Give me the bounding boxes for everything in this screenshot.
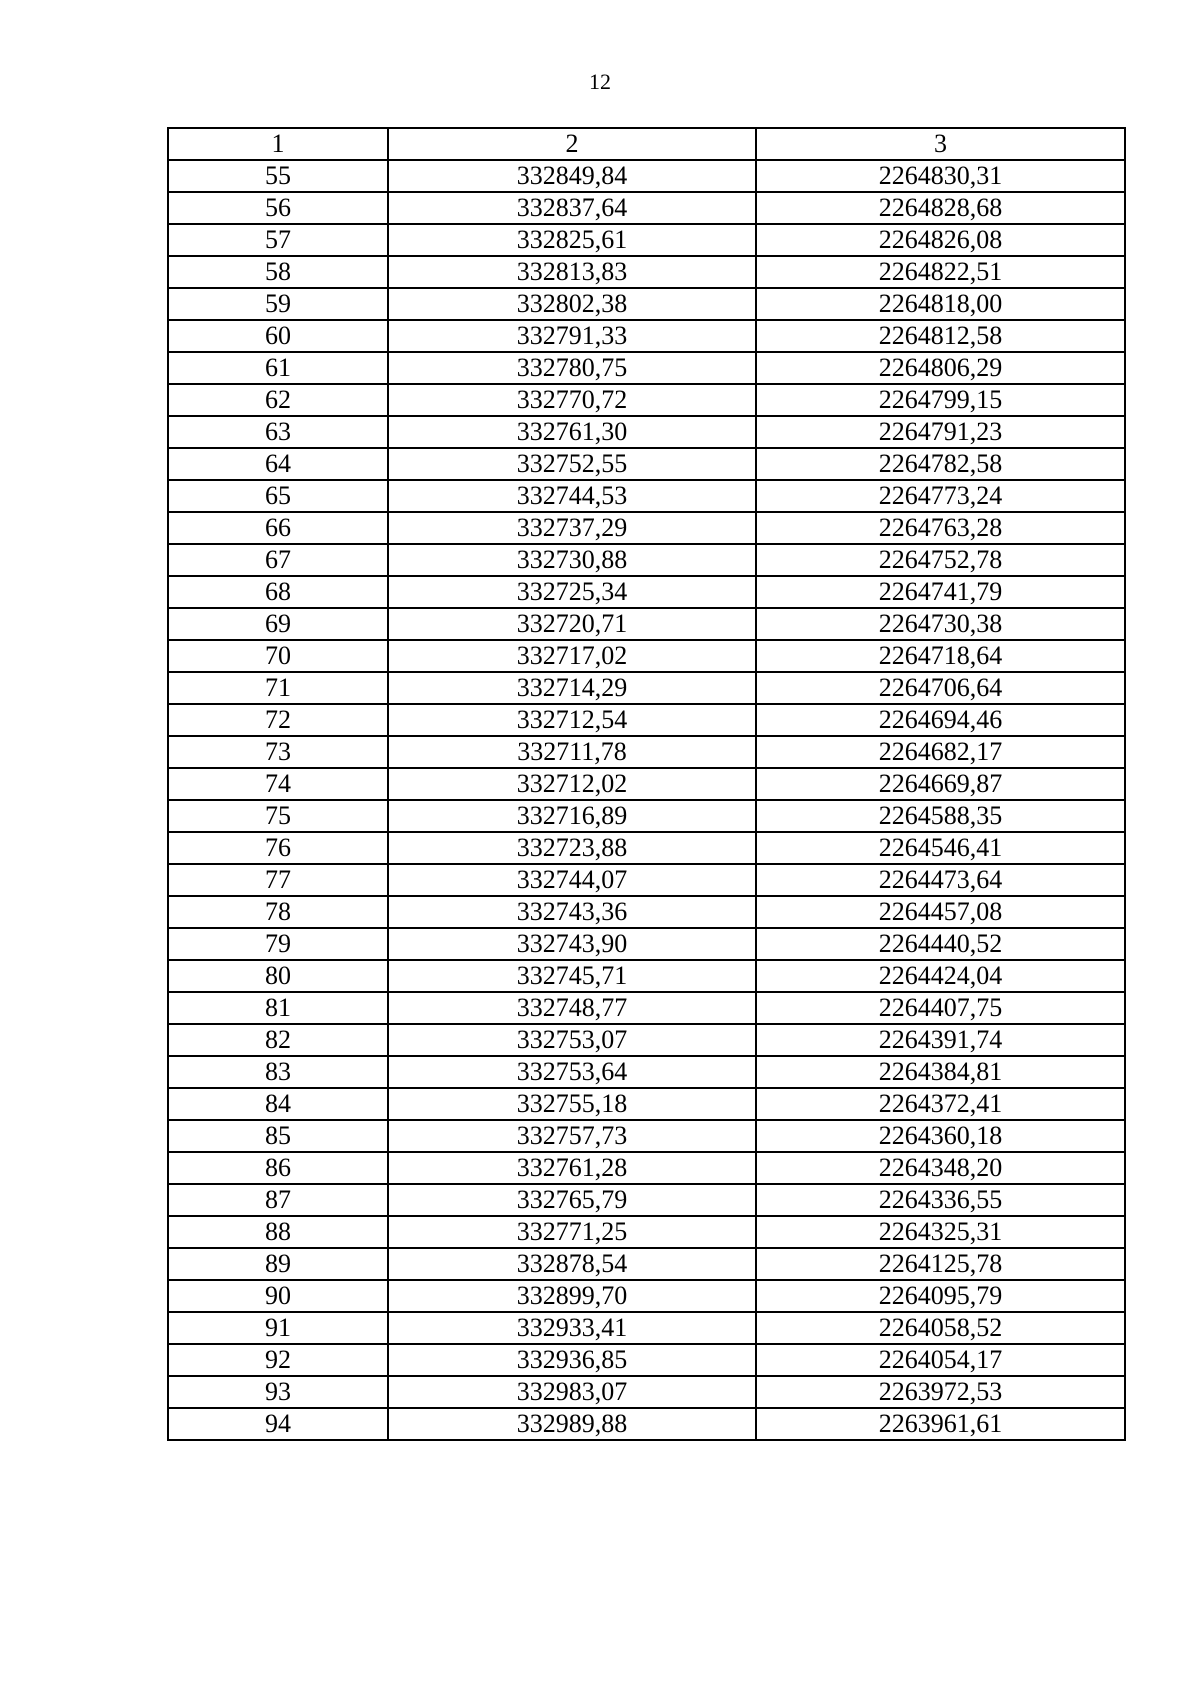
x-coordinate-cell: 332837,64 — [388, 192, 756, 224]
y-coordinate-cell: 2264058,52 — [756, 1312, 1125, 1344]
x-coordinate-cell: 332878,54 — [388, 1248, 756, 1280]
y-coordinate-cell: 2264822,51 — [756, 256, 1125, 288]
table-row — [168, 800, 1125, 832]
point-number-cell: 77 — [168, 864, 388, 896]
table-row — [168, 960, 1125, 992]
point-number-cell: 61 — [168, 352, 388, 384]
y-coordinate-cell: 2264830,31 — [756, 160, 1125, 192]
point-number-cell: 67 — [168, 544, 388, 576]
page-number: 12 — [589, 69, 611, 94]
point-number-cell: 91 — [168, 1312, 388, 1344]
column-header-2: 2 — [388, 128, 756, 160]
table-row — [168, 480, 1125, 512]
y-coordinate-cell: 2264360,18 — [756, 1120, 1125, 1152]
point-number-cell: 70 — [168, 640, 388, 672]
x-coordinate-cell: 332933,41 — [388, 1312, 756, 1344]
table-row — [168, 1376, 1125, 1408]
point-number-cell: 85 — [168, 1120, 388, 1152]
y-coordinate-cell: 2264457,08 — [756, 896, 1125, 928]
x-coordinate-cell: 332748,77 — [388, 992, 756, 1024]
x-coordinate-cell: 332753,64 — [388, 1056, 756, 1088]
y-coordinate-cell: 2264125,78 — [756, 1248, 1125, 1280]
x-coordinate-cell: 332744,53 — [388, 480, 756, 512]
x-coordinate-cell: 332802,38 — [388, 288, 756, 320]
x-coordinate-cell: 332899,70 — [388, 1280, 756, 1312]
table-row — [168, 352, 1125, 384]
table-row — [168, 1344, 1125, 1376]
table-row — [168, 256, 1125, 288]
point-number-cell: 79 — [168, 928, 388, 960]
y-coordinate-cell: 2264718,64 — [756, 640, 1125, 672]
x-coordinate-cell: 332757,73 — [388, 1120, 756, 1152]
column-header-3: 3 — [756, 128, 1125, 160]
point-number-cell: 55 — [168, 160, 388, 192]
x-coordinate-cell: 332743,90 — [388, 928, 756, 960]
y-coordinate-cell: 2264440,52 — [756, 928, 1125, 960]
table-header-row — [168, 128, 1125, 160]
point-number-cell: 93 — [168, 1376, 388, 1408]
y-coordinate-cell: 2264473,64 — [756, 864, 1125, 896]
y-coordinate-cell: 2264791,23 — [756, 416, 1125, 448]
coordinates-table — [167, 127, 1126, 1441]
table-row — [168, 672, 1125, 704]
point-number-cell: 80 — [168, 960, 388, 992]
table-row — [168, 384, 1125, 416]
point-number-cell: 86 — [168, 1152, 388, 1184]
y-coordinate-cell: 2264730,38 — [756, 608, 1125, 640]
point-number-cell: 66 — [168, 512, 388, 544]
table-row — [168, 416, 1125, 448]
x-coordinate-cell: 332714,29 — [388, 672, 756, 704]
point-number-cell: 94 — [168, 1408, 388, 1440]
table-row — [168, 1408, 1125, 1440]
x-coordinate-cell: 332737,29 — [388, 512, 756, 544]
x-coordinate-cell: 332825,61 — [388, 224, 756, 256]
table-row — [168, 832, 1125, 864]
table-row — [168, 1280, 1125, 1312]
point-number-cell: 83 — [168, 1056, 388, 1088]
point-number-cell: 71 — [168, 672, 388, 704]
y-coordinate-cell: 2264806,29 — [756, 352, 1125, 384]
y-coordinate-cell: 2264706,64 — [756, 672, 1125, 704]
y-coordinate-cell: 2264682,17 — [756, 736, 1125, 768]
y-coordinate-cell: 2264741,79 — [756, 576, 1125, 608]
table-row — [168, 224, 1125, 256]
point-number-cell: 60 — [168, 320, 388, 352]
table-row — [168, 1088, 1125, 1120]
point-number-cell: 72 — [168, 704, 388, 736]
x-coordinate-cell: 332723,88 — [388, 832, 756, 864]
x-coordinate-cell: 332725,34 — [388, 576, 756, 608]
x-coordinate-cell: 332849,84 — [388, 160, 756, 192]
x-coordinate-cell: 332712,54 — [388, 704, 756, 736]
point-number-cell: 81 — [168, 992, 388, 1024]
table-row — [168, 512, 1125, 544]
table-row — [168, 928, 1125, 960]
x-coordinate-cell: 332780,75 — [388, 352, 756, 384]
point-number-cell: 92 — [168, 1344, 388, 1376]
y-coordinate-cell: 2264694,46 — [756, 704, 1125, 736]
y-coordinate-cell: 2264336,55 — [756, 1184, 1125, 1216]
y-coordinate-cell: 2264095,79 — [756, 1280, 1125, 1312]
y-coordinate-cell: 2264812,58 — [756, 320, 1125, 352]
table-row — [168, 992, 1125, 1024]
x-coordinate-cell: 332765,79 — [388, 1184, 756, 1216]
x-coordinate-cell: 332983,07 — [388, 1376, 756, 1408]
point-number-cell: 63 — [168, 416, 388, 448]
x-coordinate-cell: 332711,78 — [388, 736, 756, 768]
x-coordinate-cell: 332712,02 — [388, 768, 756, 800]
table-row — [168, 160, 1125, 192]
x-coordinate-cell: 332720,71 — [388, 608, 756, 640]
y-coordinate-cell: 2264424,04 — [756, 960, 1125, 992]
x-coordinate-cell: 332770,72 — [388, 384, 756, 416]
y-coordinate-cell: 2264407,75 — [756, 992, 1125, 1024]
y-coordinate-cell: 2264546,41 — [756, 832, 1125, 864]
x-coordinate-cell: 332936,85 — [388, 1344, 756, 1376]
y-coordinate-cell: 2264391,74 — [756, 1024, 1125, 1056]
x-coordinate-cell: 332989,88 — [388, 1408, 756, 1440]
point-number-cell: 65 — [168, 480, 388, 512]
point-number-cell: 58 — [168, 256, 388, 288]
table-row — [168, 288, 1125, 320]
table-row — [168, 768, 1125, 800]
point-number-cell: 68 — [168, 576, 388, 608]
table-row — [168, 864, 1125, 896]
x-coordinate-cell: 332761,28 — [388, 1152, 756, 1184]
point-number-cell: 89 — [168, 1248, 388, 1280]
x-coordinate-cell: 332744,07 — [388, 864, 756, 896]
point-number-cell: 69 — [168, 608, 388, 640]
y-coordinate-cell: 2264384,81 — [756, 1056, 1125, 1088]
point-number-cell: 64 — [168, 448, 388, 480]
table-row — [168, 1312, 1125, 1344]
x-coordinate-cell: 332761,30 — [388, 416, 756, 448]
point-number-cell: 82 — [168, 1024, 388, 1056]
y-coordinate-cell: 2264828,68 — [756, 192, 1125, 224]
y-coordinate-cell: 2264782,58 — [756, 448, 1125, 480]
y-coordinate-cell: 2264325,31 — [756, 1216, 1125, 1248]
x-coordinate-cell: 332755,18 — [388, 1088, 756, 1120]
x-coordinate-cell: 332717,02 — [388, 640, 756, 672]
x-coordinate-cell: 332743,36 — [388, 896, 756, 928]
table-row — [168, 608, 1125, 640]
table-row — [168, 1248, 1125, 1280]
point-number-cell: 88 — [168, 1216, 388, 1248]
y-coordinate-cell: 2264826,08 — [756, 224, 1125, 256]
table-row — [168, 736, 1125, 768]
x-coordinate-cell: 332771,25 — [388, 1216, 756, 1248]
y-coordinate-cell: 2263972,53 — [756, 1376, 1125, 1408]
table-row — [168, 1216, 1125, 1248]
y-coordinate-cell: 2264818,00 — [756, 288, 1125, 320]
table-body — [168, 160, 1125, 1440]
point-number-cell: 59 — [168, 288, 388, 320]
x-coordinate-cell: 332752,55 — [388, 448, 756, 480]
table-row — [168, 896, 1125, 928]
table-row — [168, 1120, 1125, 1152]
point-number-cell: 78 — [168, 896, 388, 928]
y-coordinate-cell: 2264763,28 — [756, 512, 1125, 544]
point-number-cell: 57 — [168, 224, 388, 256]
column-header-1: 1 — [168, 128, 388, 160]
table-row — [168, 1152, 1125, 1184]
y-coordinate-cell: 2264348,20 — [756, 1152, 1125, 1184]
point-number-cell: 76 — [168, 832, 388, 864]
table-row — [168, 544, 1125, 576]
point-number-cell: 56 — [168, 192, 388, 224]
y-coordinate-cell: 2264372,41 — [756, 1088, 1125, 1120]
table-row — [168, 1056, 1125, 1088]
table-row — [168, 576, 1125, 608]
y-coordinate-cell: 2264773,24 — [756, 480, 1125, 512]
table-row — [168, 320, 1125, 352]
y-coordinate-cell: 2263961,61 — [756, 1408, 1125, 1440]
x-coordinate-cell: 332716,89 — [388, 800, 756, 832]
point-number-cell: 90 — [168, 1280, 388, 1312]
point-number-cell: 73 — [168, 736, 388, 768]
point-number-cell: 87 — [168, 1184, 388, 1216]
x-coordinate-cell: 332730,88 — [388, 544, 756, 576]
point-number-cell: 84 — [168, 1088, 388, 1120]
y-coordinate-cell: 2264054,17 — [756, 1344, 1125, 1376]
y-coordinate-cell: 2264588,35 — [756, 800, 1125, 832]
point-number-cell: 62 — [168, 384, 388, 416]
table-row — [168, 640, 1125, 672]
x-coordinate-cell: 332753,07 — [388, 1024, 756, 1056]
point-number-cell: 74 — [168, 768, 388, 800]
x-coordinate-cell: 332745,71 — [388, 960, 756, 992]
x-coordinate-cell: 332813,83 — [388, 256, 756, 288]
table-row — [168, 192, 1125, 224]
y-coordinate-cell: 2264799,15 — [756, 384, 1125, 416]
table-row — [168, 704, 1125, 736]
table-row — [168, 1024, 1125, 1056]
table-row — [168, 448, 1125, 480]
table-row — [168, 1184, 1125, 1216]
y-coordinate-cell: 2264669,87 — [756, 768, 1125, 800]
y-coordinate-cell: 2264752,78 — [756, 544, 1125, 576]
x-coordinate-cell: 332791,33 — [388, 320, 756, 352]
point-number-cell: 75 — [168, 800, 388, 832]
